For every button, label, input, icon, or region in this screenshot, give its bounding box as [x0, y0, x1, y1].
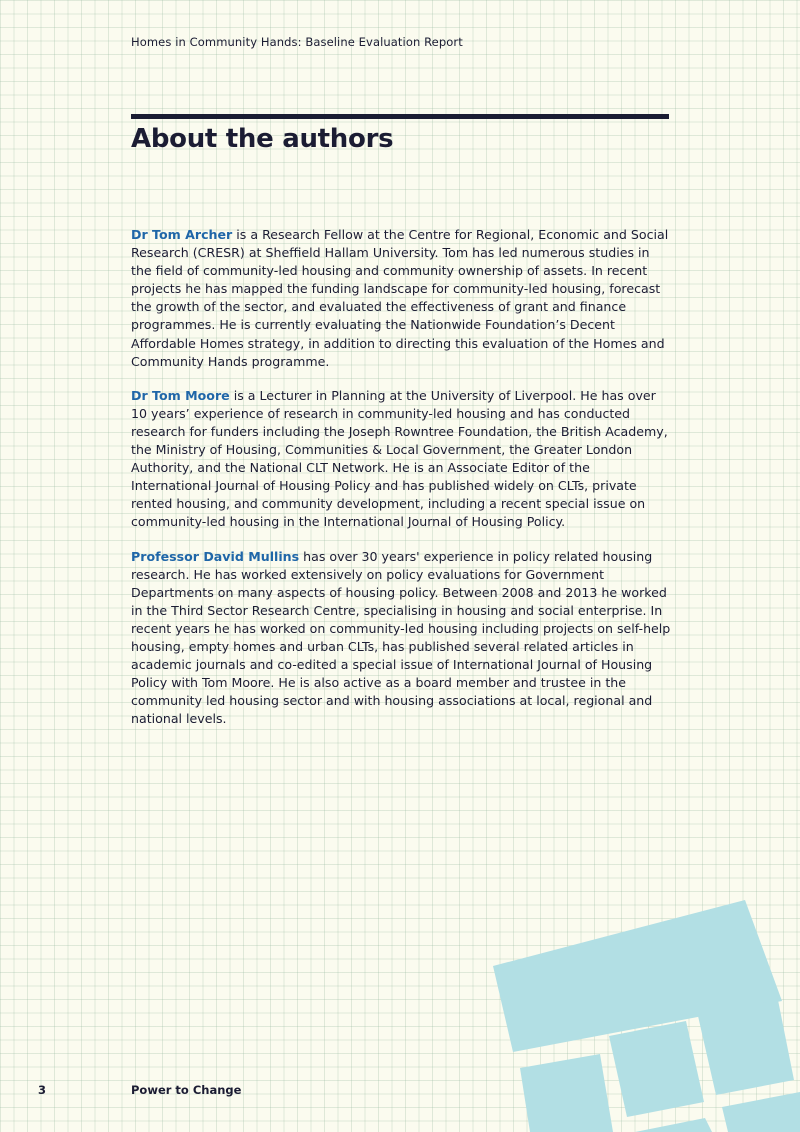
page-number: 3 [38, 1083, 47, 1097]
bio-text: is a Research Fellow at the Centre for Regional, Economic and Social Research (CRESR) at Sheffield Hallam University. Tom has led numerous studies in the field of community-led housing and community ownership of assets. In recent projects he has mapped the funding landscape for community-led housing, forecast the growth of the sector, and evaluated the effectiveness of grant and finance programmes. He is currently evaluating the Nationwide Foundation’s Decent Affordable Homes strategy, in addition to directing this evaluation of the Homes and Community Hands programme. [131, 227, 669, 369]
bio-text: has over 30 years' experience in policy related housing research. He has worked extensively on policy evaluations for Government Departments on many aspects of housing policy. Between 2008 and 2013 he worked in the Third Sector Research Centre, specialising in housing and social enterprise. In recent years he has worked on community-led housing including projects on self-help housing, empty homes and urban CLTs, has published several related articles in academic journals and co-edited a special issue of International Journal of Housing Policy with Tom Moore. He is also active as a board member and trustee in the community led housing sector and with housing associations at local, regional and national levels. [131, 548, 671, 727]
author-name: Professor David Mullins [131, 548, 300, 564]
author-name: Dr Tom Moore [131, 387, 230, 403]
author-name: Dr Tom Archer [131, 227, 233, 242]
footer-publisher: Power to Change [131, 1083, 242, 1097]
bio-text: is a Lecturer in Planning at the University of Liverpool. He has over 10 years’ experience of research in community-led housing and has conducted research for funders including the Joseph Rowntree Foundation, the British Academy, the Ministry of Housing, Communities & Local Government, the Greater London Authority, and the National CLT Network. He is an Associate Editor of the International Journal of Housing Policy and has published widely on CLTs, private rented housing, and community development, including a recent special issue on community-led housing in the International Journal of Housing Policy. [131, 387, 668, 530]
tile-small [635, 1118, 712, 1132]
tile-small [722, 1092, 800, 1132]
page-title: About the authors [131, 124, 394, 154]
running-header: Homes in Community Hands: Baseline Evaluation Report [131, 35, 463, 49]
tile-small [698, 1000, 794, 1095]
tile-small [520, 1054, 613, 1132]
tile-small [609, 1021, 704, 1117]
